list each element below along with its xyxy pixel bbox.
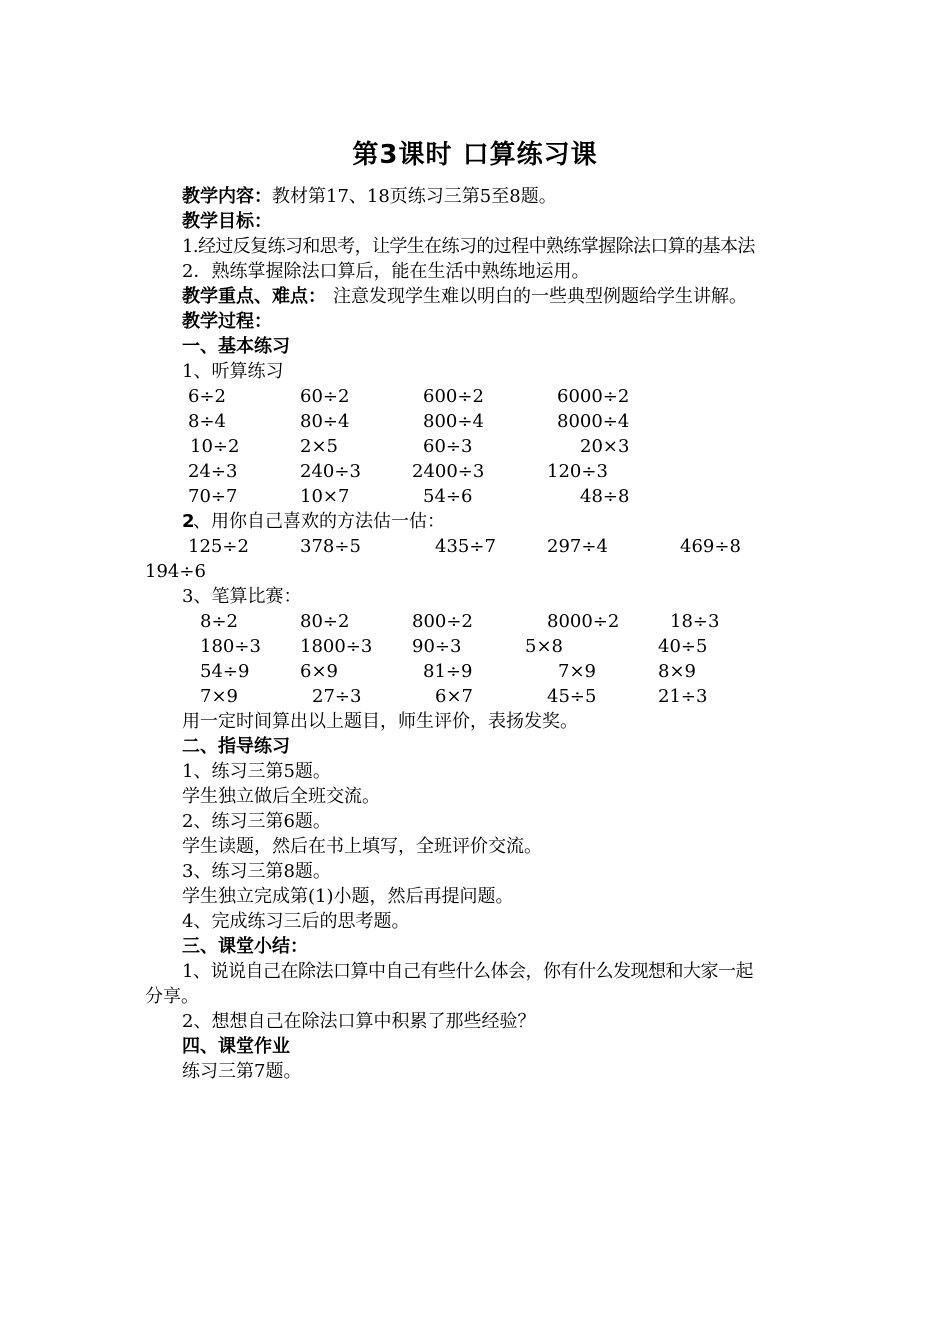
exercise: 54÷6 bbox=[423, 486, 473, 507]
exercise: 120÷3 bbox=[547, 461, 608, 482]
exercise: 378÷5 bbox=[300, 536, 361, 557]
exercise: 24÷3 bbox=[188, 461, 238, 482]
exercise: 40÷5 bbox=[658, 636, 708, 657]
exercise: 180÷3 bbox=[200, 636, 261, 657]
exercise: 240÷3 bbox=[300, 461, 361, 482]
exercise: 125÷2 bbox=[188, 536, 249, 557]
exercise: 5×8 bbox=[525, 636, 563, 657]
exercise: 8000÷4 bbox=[557, 411, 630, 432]
exercise: 1800÷3 bbox=[300, 636, 373, 657]
exercise: 297÷4 bbox=[547, 536, 608, 557]
exercise: 10×7 bbox=[300, 486, 350, 507]
exercise: 435÷7 bbox=[435, 536, 496, 557]
exercise: 81÷9 bbox=[423, 661, 473, 682]
exercise: 8÷4 bbox=[188, 411, 226, 432]
content-label: 教学内容： bbox=[182, 186, 272, 207]
key-label: 教学重点、难点： bbox=[182, 286, 326, 307]
exercise: 800÷4 bbox=[423, 411, 484, 432]
exercise: 70÷7 bbox=[188, 486, 238, 507]
exercise: 10÷2 bbox=[190, 436, 240, 457]
exercise: 21÷3 bbox=[658, 686, 708, 707]
exercise: 600÷2 bbox=[423, 386, 484, 407]
key-text: 注意发现学生难以明白的一些典型例题给学生讲解。 bbox=[333, 286, 747, 307]
exercise: 45÷5 bbox=[547, 686, 597, 707]
exercise: 20×3 bbox=[580, 436, 630, 457]
exercise: 27÷3 bbox=[312, 686, 362, 707]
page-title: 第3课时 口算练习课 bbox=[352, 140, 598, 170]
exercise: 8×9 bbox=[658, 661, 696, 682]
exercise: 8÷2 bbox=[200, 611, 238, 632]
exercise: 80÷2 bbox=[300, 611, 350, 632]
exercise: 90÷3 bbox=[412, 636, 462, 657]
exercise: 6×9 bbox=[300, 661, 338, 682]
exercise: 18÷3 bbox=[670, 611, 720, 632]
exercise: 7×9 bbox=[200, 686, 238, 707]
exercise: 7×9 bbox=[558, 661, 596, 682]
exercise: 194÷6 bbox=[145, 561, 206, 582]
exercise: 2×5 bbox=[300, 436, 338, 457]
page: 第3课时 口算练习课 教学内容： 教材第17、18页练习三第5至8题。 教学目标： 1.经过反复练习和思考，让学生在练习的过程中熟练掌握除法口算的基本法 2．熟练掌握除法口算后，能在生活中熟练地运用。 教学重点、难点： 注意发现学生难以明白的一些典型例题给学生讲解。 教学过程： 一、基本练习 1、听算练习 6÷2 60÷2 600÷2 6000÷2 8÷4 80÷4 800÷4 8000÷4 10÷2 2×5 60÷3 20×3 24÷3 240÷3 2400÷3 120÷3 70÷7 10×7 54÷6 48÷8 2 、用你自己喜欢的方法估一估： 125÷2 378÷5 435÷7 297÷4 469÷8 194÷6 3、笔算比赛： 8÷2 80÷2 800÷2 8000÷2 18÷3 180÷3 1800÷3 90÷3 5×8 40÷5 54÷9 6×9 81÷9 7×9 8×9 7×9 27÷3 6×7 45÷5 21÷3 用一定时间算出以上题目，师生评价，表扬发奖。 二、指导练习 1、练习三第5题。 学生独立做后全班交流。 2、练习三第6题。 学生读题，然后在书上填写，全班评价交流。 3、练习三第8题。 学生独立完成第(1)小题，然后再提问题。 4、完成练习三后的思考题。 三、课堂小结： 1、说说自己在除法口算中自己有些什么体会，你有什么发现想和大家一起 分享。 2、想想自己在除法口算中积累了那些经验？ 四、课堂作业 练习三第7题。 bbox=[0, 0, 950, 1344]
exercise: 80÷4 bbox=[300, 411, 350, 432]
exercise: 54÷9 bbox=[200, 661, 250, 682]
exercise: 2400÷3 bbox=[412, 461, 485, 482]
exercise: 800÷2 bbox=[412, 611, 473, 632]
exercise: 60÷3 bbox=[423, 436, 473, 457]
exercise: 6×7 bbox=[435, 686, 473, 707]
exercise: 469÷8 bbox=[680, 536, 741, 557]
exercise: 6÷2 bbox=[188, 386, 226, 407]
exercise: 48÷8 bbox=[580, 486, 630, 507]
exercise: 6000÷2 bbox=[557, 386, 630, 407]
exercise: 8000÷2 bbox=[547, 611, 620, 632]
content-text: 教材第17、18页练习三第5至8题。 bbox=[272, 186, 557, 207]
exercise: 60÷2 bbox=[300, 386, 350, 407]
